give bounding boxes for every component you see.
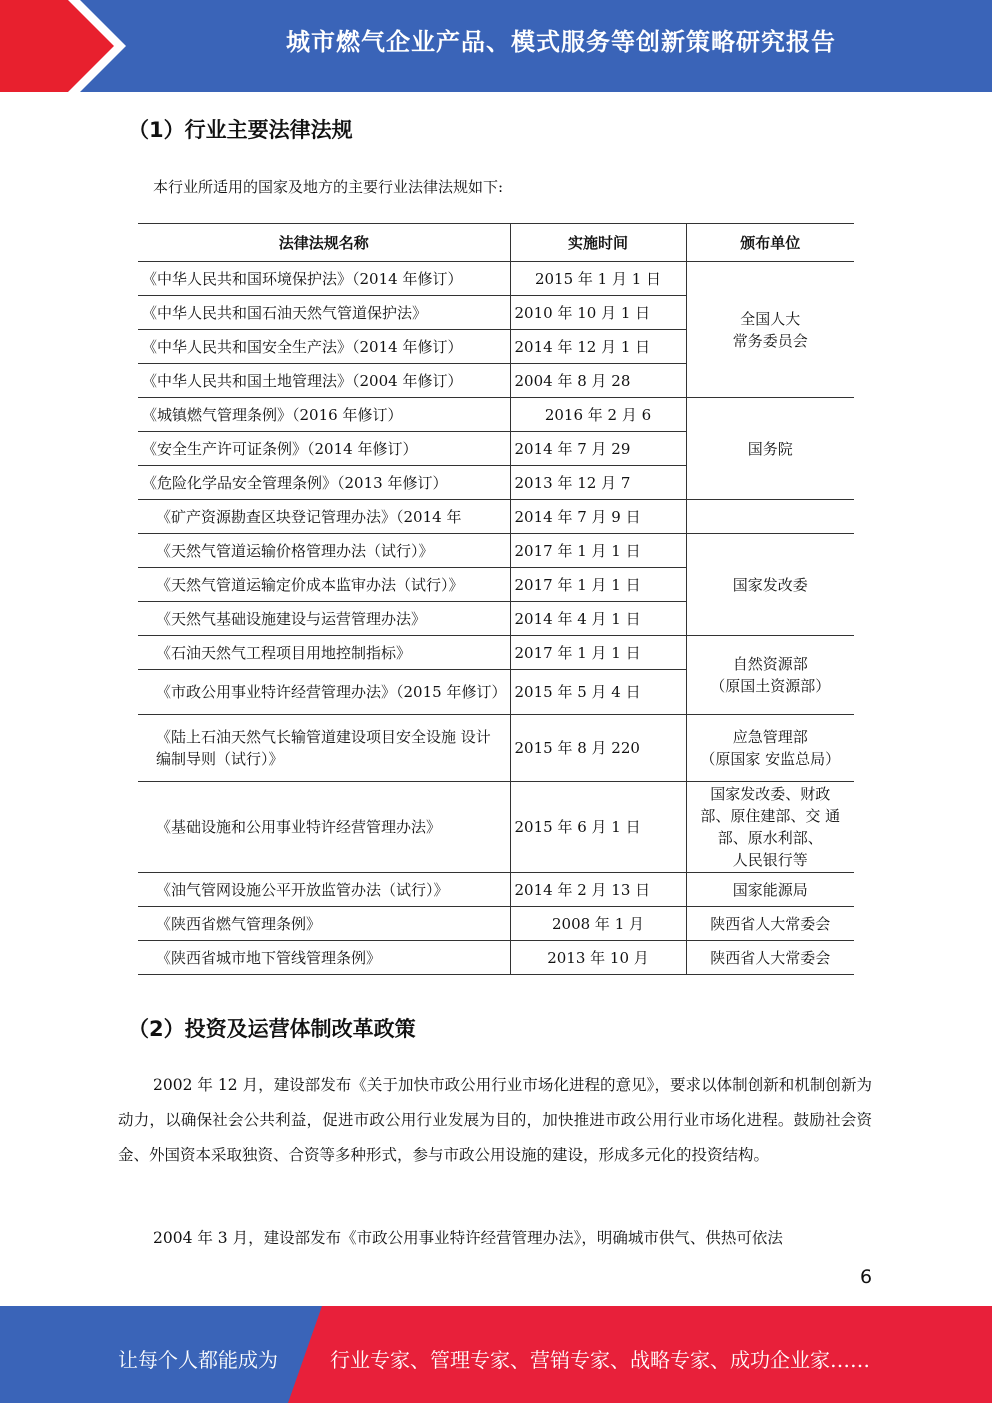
table-row xyxy=(138,907,854,941)
issuer-line: （原国家 安监总局） xyxy=(700,750,841,768)
issuer-line: 部、原水利部、 xyxy=(717,829,823,847)
table-row xyxy=(138,941,854,975)
footer-slogan-right: 行业专家、管理专家、营销专家、战略专家、成功企业家…… xyxy=(330,1348,870,1372)
issuer-cell: 陕西省人大常委会 xyxy=(686,941,854,975)
law-date: 2014 年 7 月 9 日 xyxy=(510,500,686,534)
table-row xyxy=(138,500,854,534)
issuer-cell xyxy=(686,262,854,398)
issuer-line: （原国土资源部） xyxy=(710,677,831,695)
issuer-cell xyxy=(686,636,854,715)
paragraph: 2002 年 12 月，建设部发布《关于加快市政公用行业市场化进程的意见》，要求以体制创新和机制创新为动力，以确保社会公共利益，促进市政公用行业发展为目的，加快推进市政公用行业市场化进程。鼓励社会资金、外国资本采取独资、合资等多种形式，参与市政公用设施的建设，形成多元化的投资结构。 xyxy=(118,1076,872,1164)
law-name: 《中华人民共和国土地管理法》（2004 年修订） xyxy=(138,364,510,398)
issuer-cell xyxy=(686,782,854,873)
law-date: 2017 年 1 月 1 日 xyxy=(510,534,686,568)
law-date: 2010 年 10 月 1 日 xyxy=(510,296,686,330)
section-title-policy: （2）投资及运营体制改革政策 xyxy=(128,1017,416,1041)
issuer-line: 全国人大 xyxy=(740,309,801,328)
law-name: 《陕西省燃气管理条例》 xyxy=(138,907,510,941)
law-date: 2016 年 2 月 6 xyxy=(510,398,686,432)
paragraph: 2004 年 3 月，建设部发布《市政公用事业特许经营管理办法》，明确城市供气、供热可依法 xyxy=(153,1229,783,1247)
page-number: 6 xyxy=(860,1266,873,1288)
footer-slogan-left: 让每个人都能成为 xyxy=(118,1348,278,1372)
header-chevron-decoration xyxy=(0,0,130,92)
col-header-issuer: 颁布单位 xyxy=(686,224,854,262)
law-date: 2013 年 12 月 7 xyxy=(510,466,686,500)
page-footer xyxy=(0,1306,992,1403)
law-date: 2017 年 1 月 1 日 xyxy=(510,636,686,670)
law-date: 2014 年 12 月 1 日 xyxy=(510,330,686,364)
page-header xyxy=(0,0,992,92)
law-name: 《城镇燃气管理条例》（2016 年修订） xyxy=(138,398,510,432)
law-name: 《基础设施和公用事业特许经营管理办法》 xyxy=(138,782,510,873)
law-name: 《陕西省城市地下管线管理条例》 xyxy=(138,941,510,975)
law-date: 2008 年 1 月 xyxy=(510,907,686,941)
issuer-line: 常务委员会 xyxy=(732,331,808,350)
law-name: 《油气管网设施公平开放监管办法（试行）》 xyxy=(138,873,510,907)
law-date: 2015 年 5 月 4 日 xyxy=(510,670,686,715)
issuer-line: 应急管理部 xyxy=(732,728,808,746)
issuer-line: 国家发改委、财政 xyxy=(710,785,831,803)
intro-text: 本行业所适用的国家及地方的主要行业法律法规如下: xyxy=(153,178,504,196)
table-row xyxy=(138,782,854,873)
table-row xyxy=(138,715,854,782)
section-title-laws: （1）行业主要法律法规 xyxy=(128,118,353,142)
law-name: 《中华人民共和国安全生产法》（2014 年修订） xyxy=(138,330,510,364)
table-row xyxy=(138,262,854,296)
law-date: 2014 年 2 月 13 日 xyxy=(510,873,686,907)
law-name: 《天然气管道运输定价成本监审办法（试行）》 xyxy=(138,568,510,602)
law-name: 《中华人民共和国环境保护法》（2014 年修订） xyxy=(138,262,510,296)
law-date: 2004 年 8 月 28 xyxy=(510,364,686,398)
table-row xyxy=(138,636,854,670)
table-row xyxy=(138,534,854,568)
issuer-line: 人民银行等 xyxy=(732,851,808,869)
law-name: 《中华人民共和国石油天然气管道保护法》 xyxy=(138,296,510,330)
law-name: 《陆上石油天然气长输管道建设项目安全设施 设计编制导则（试行）》 xyxy=(138,715,510,782)
issuer-line: 部、原住建部、交 通 xyxy=(700,807,841,825)
issuer-cell-empty xyxy=(686,500,854,534)
table-row xyxy=(138,398,854,432)
law-date: 2015 年 6 月 1 日 xyxy=(510,782,686,873)
law-date: 2015 年 8 月 220 xyxy=(510,715,686,782)
issuer-cell: 陕西省人大常委会 xyxy=(686,907,854,941)
law-name: 《市政公用事业特许经营管理办法》（2015 年修订） xyxy=(138,670,510,715)
issuer-cell: 国家能源局 xyxy=(686,873,854,907)
col-header-date: 实施时间 xyxy=(510,224,686,262)
law-date: 2014 年 4 月 1 日 xyxy=(510,602,686,636)
col-header-name: 法律法规名称 xyxy=(138,224,510,262)
law-date: 2014 年 7 月 29 xyxy=(510,432,686,466)
law-name: 《天然气基础设施建设与运营管理办法》 xyxy=(138,602,510,636)
law-date: 2017 年 1 月 1 日 xyxy=(510,568,686,602)
table-header-row xyxy=(138,224,854,262)
issuer-cell: 国家发改委 xyxy=(686,534,854,636)
law-name: 《石油天然气工程项目用地控制指标》 xyxy=(138,636,510,670)
law-name: 《危险化学品安全管理条例》（2013 年修订） xyxy=(138,466,510,500)
issuer-cell xyxy=(686,715,854,782)
law-name: 《矿产资源勘查区块登记管理办法》（2014 年 xyxy=(138,500,510,534)
issuer-line: 自然资源部 xyxy=(732,655,808,673)
law-name: 《安全生产许可证条例》（2014 年修订） xyxy=(138,432,510,466)
report-title: 城市燃气企业产品、模式服务等创新策略研究报告 xyxy=(286,28,836,56)
law-date: 2013 年 10 月 xyxy=(510,941,686,975)
law-date: 2015 年 1 月 1 日 xyxy=(510,262,686,296)
table-row xyxy=(138,873,854,907)
law-name: 《天然气管道运输价格管理办法（试行）》 xyxy=(138,534,510,568)
laws-table xyxy=(138,223,854,975)
issuer-cell: 国务院 xyxy=(686,398,854,500)
